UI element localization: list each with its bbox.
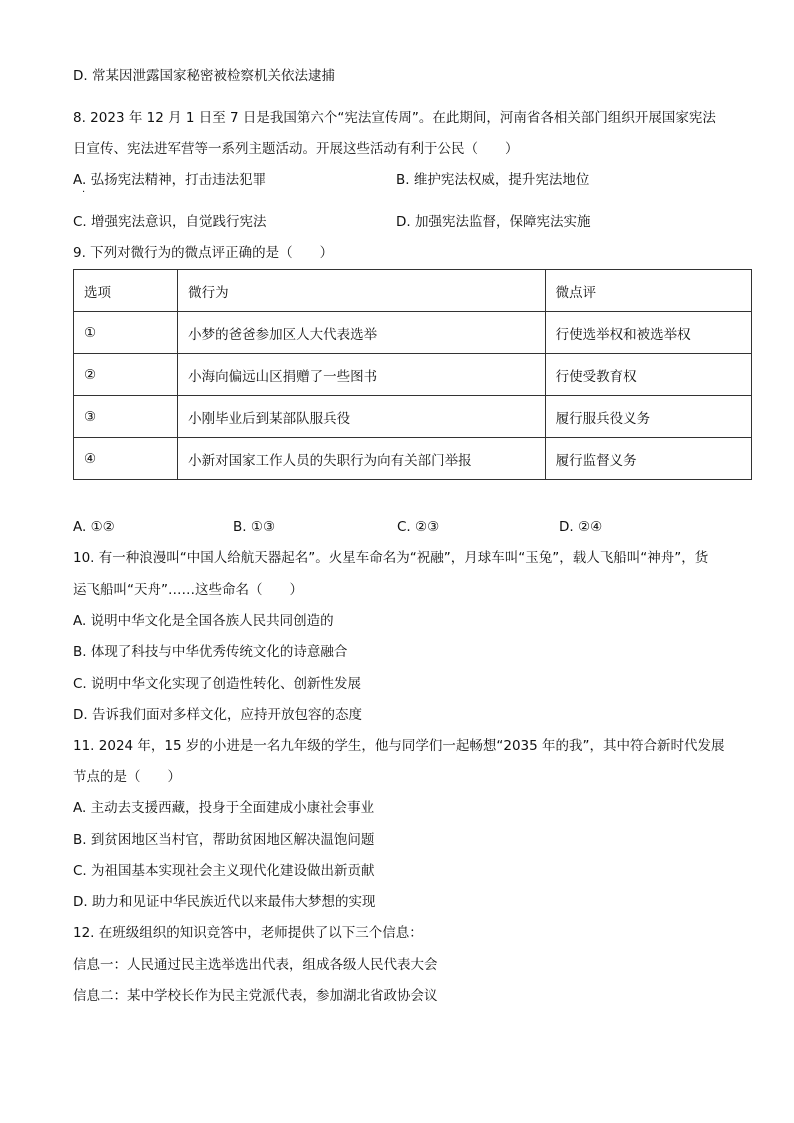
row-behavior: 小梦的爸爸参加区人大代表选举: [178, 312, 546, 354]
header-cell-comment: 微点评: [545, 270, 751, 312]
row-comment: 履行服兵役义务: [545, 396, 751, 438]
q10-stem-line-1: 10. 有一种浪漫叫“中国人给航天器起名”。火星车命名为“祝融”，月球车叫“玉兔”，载人飞船叫“神舟”，货: [73, 550, 709, 566]
q7-option-d: D. 常某因泄露国家秘密被检察机关依法逮捕: [73, 68, 335, 84]
q10-option-c: C. 说明中华文化实现了创造性转化、创新性发展: [73, 676, 362, 692]
row-behavior: 小刚毕业后到某部队服兵役: [178, 396, 546, 438]
row-option: ③: [74, 396, 178, 438]
q11-option-c: C. 为祖国基本实现社会主义现代化建设做出新贡献: [73, 863, 375, 879]
header-cell-option: 选项: [74, 270, 178, 312]
q10-option-a: A. 说明中华文化是全国各族人民共同创造的: [73, 613, 334, 629]
q9-options: [73, 517, 753, 537]
header-cell-behavior: 微行为: [178, 270, 546, 312]
q11-stem-line-2: 节点的是（ ）: [73, 769, 181, 785]
q8-option-b: B. 维护宪法权威，提升宪法地位: [396, 172, 590, 188]
q12-info-1: 信息一：人民通过民主选举选出代表，组成各级人民代表大会: [73, 957, 438, 973]
table-row: [74, 354, 752, 396]
q8-option-c: C. 增强宪法意识，自觉践行宪法: [73, 214, 267, 230]
q10-stem-line-2: 运飞船叫“天舟”……这些命名（ ）: [73, 582, 303, 598]
q9-option-a: A. ①②: [73, 519, 115, 535]
q11-option-a: A. 主动去支援西藏，投身于全面建成小康社会事业: [73, 800, 375, 816]
table-row: [74, 396, 752, 438]
q9-table: [73, 269, 752, 480]
row-option: ④: [74, 438, 178, 480]
q9-stem: 9. 下列对微行为的微点评正确的是（ ）: [73, 245, 334, 261]
q9-option-c: C. ②③: [397, 519, 440, 535]
q9-option-b: B. ①③: [233, 519, 276, 535]
q12-stem: 12. 在班级组织的知识竞答中，老师提供了以下三个信息：: [73, 925, 423, 941]
row-comment: 行使选举权和被选举权: [545, 312, 751, 354]
table-row: [74, 312, 752, 354]
row-comment: 行使受教育权: [545, 354, 751, 396]
q8-option-d: D. 加强宪法监督，保障宪法实施: [396, 214, 591, 230]
q12-info-2: 信息二：某中学校长作为民主党派代表，参加湖北省政协会议: [73, 988, 438, 1004]
table-header-row: [74, 270, 752, 312]
q11-option-d: D. 助力和见证中华民族近代以来最伟大梦想的实现: [73, 894, 376, 910]
q10-option-b: B. 体现了科技与中华优秀传统文化的诗意融合: [73, 644, 348, 660]
q8-stem-line-1: 8. 2023 年 12 月 1 日至 7 日是我国第六个“宪法宣传周”。在此期间，河南省各相关部门组织开展国家宪法: [73, 110, 716, 126]
scan-dot: ·: [82, 187, 86, 198]
row-comment: 履行监督义务: [545, 438, 751, 480]
q9-option-d: D. ②④: [559, 519, 603, 535]
q10-option-d: D. 告诉我们面对多样文化，应持开放包容的态度: [73, 707, 362, 723]
row-option: ①: [74, 312, 178, 354]
table-row: [74, 438, 752, 480]
row-option: ②: [74, 354, 178, 396]
q11-stem-line-1: 11. 2024 年，15 岁的小进是一名九年级的学生，他与同学们一起畅想“2035 年的我”，其中符合新时代发展: [73, 738, 725, 754]
row-behavior: 小海向偏远山区捐赠了一些图书: [178, 354, 546, 396]
q11-option-b: B. 到贫困地区当村官，帮助贫困地区解决温饱问题: [73, 832, 375, 848]
q8-stem-line-2: 日宣传、宪法进军营等一系列主题活动。开展这些活动有利于公民（ ）: [73, 141, 519, 157]
q8-option-a: A. 弘扬宪法精神，打击违法犯罪: [73, 172, 267, 188]
row-behavior: 小新对国家工作人员的失职行为向有关部门举报: [178, 438, 546, 480]
